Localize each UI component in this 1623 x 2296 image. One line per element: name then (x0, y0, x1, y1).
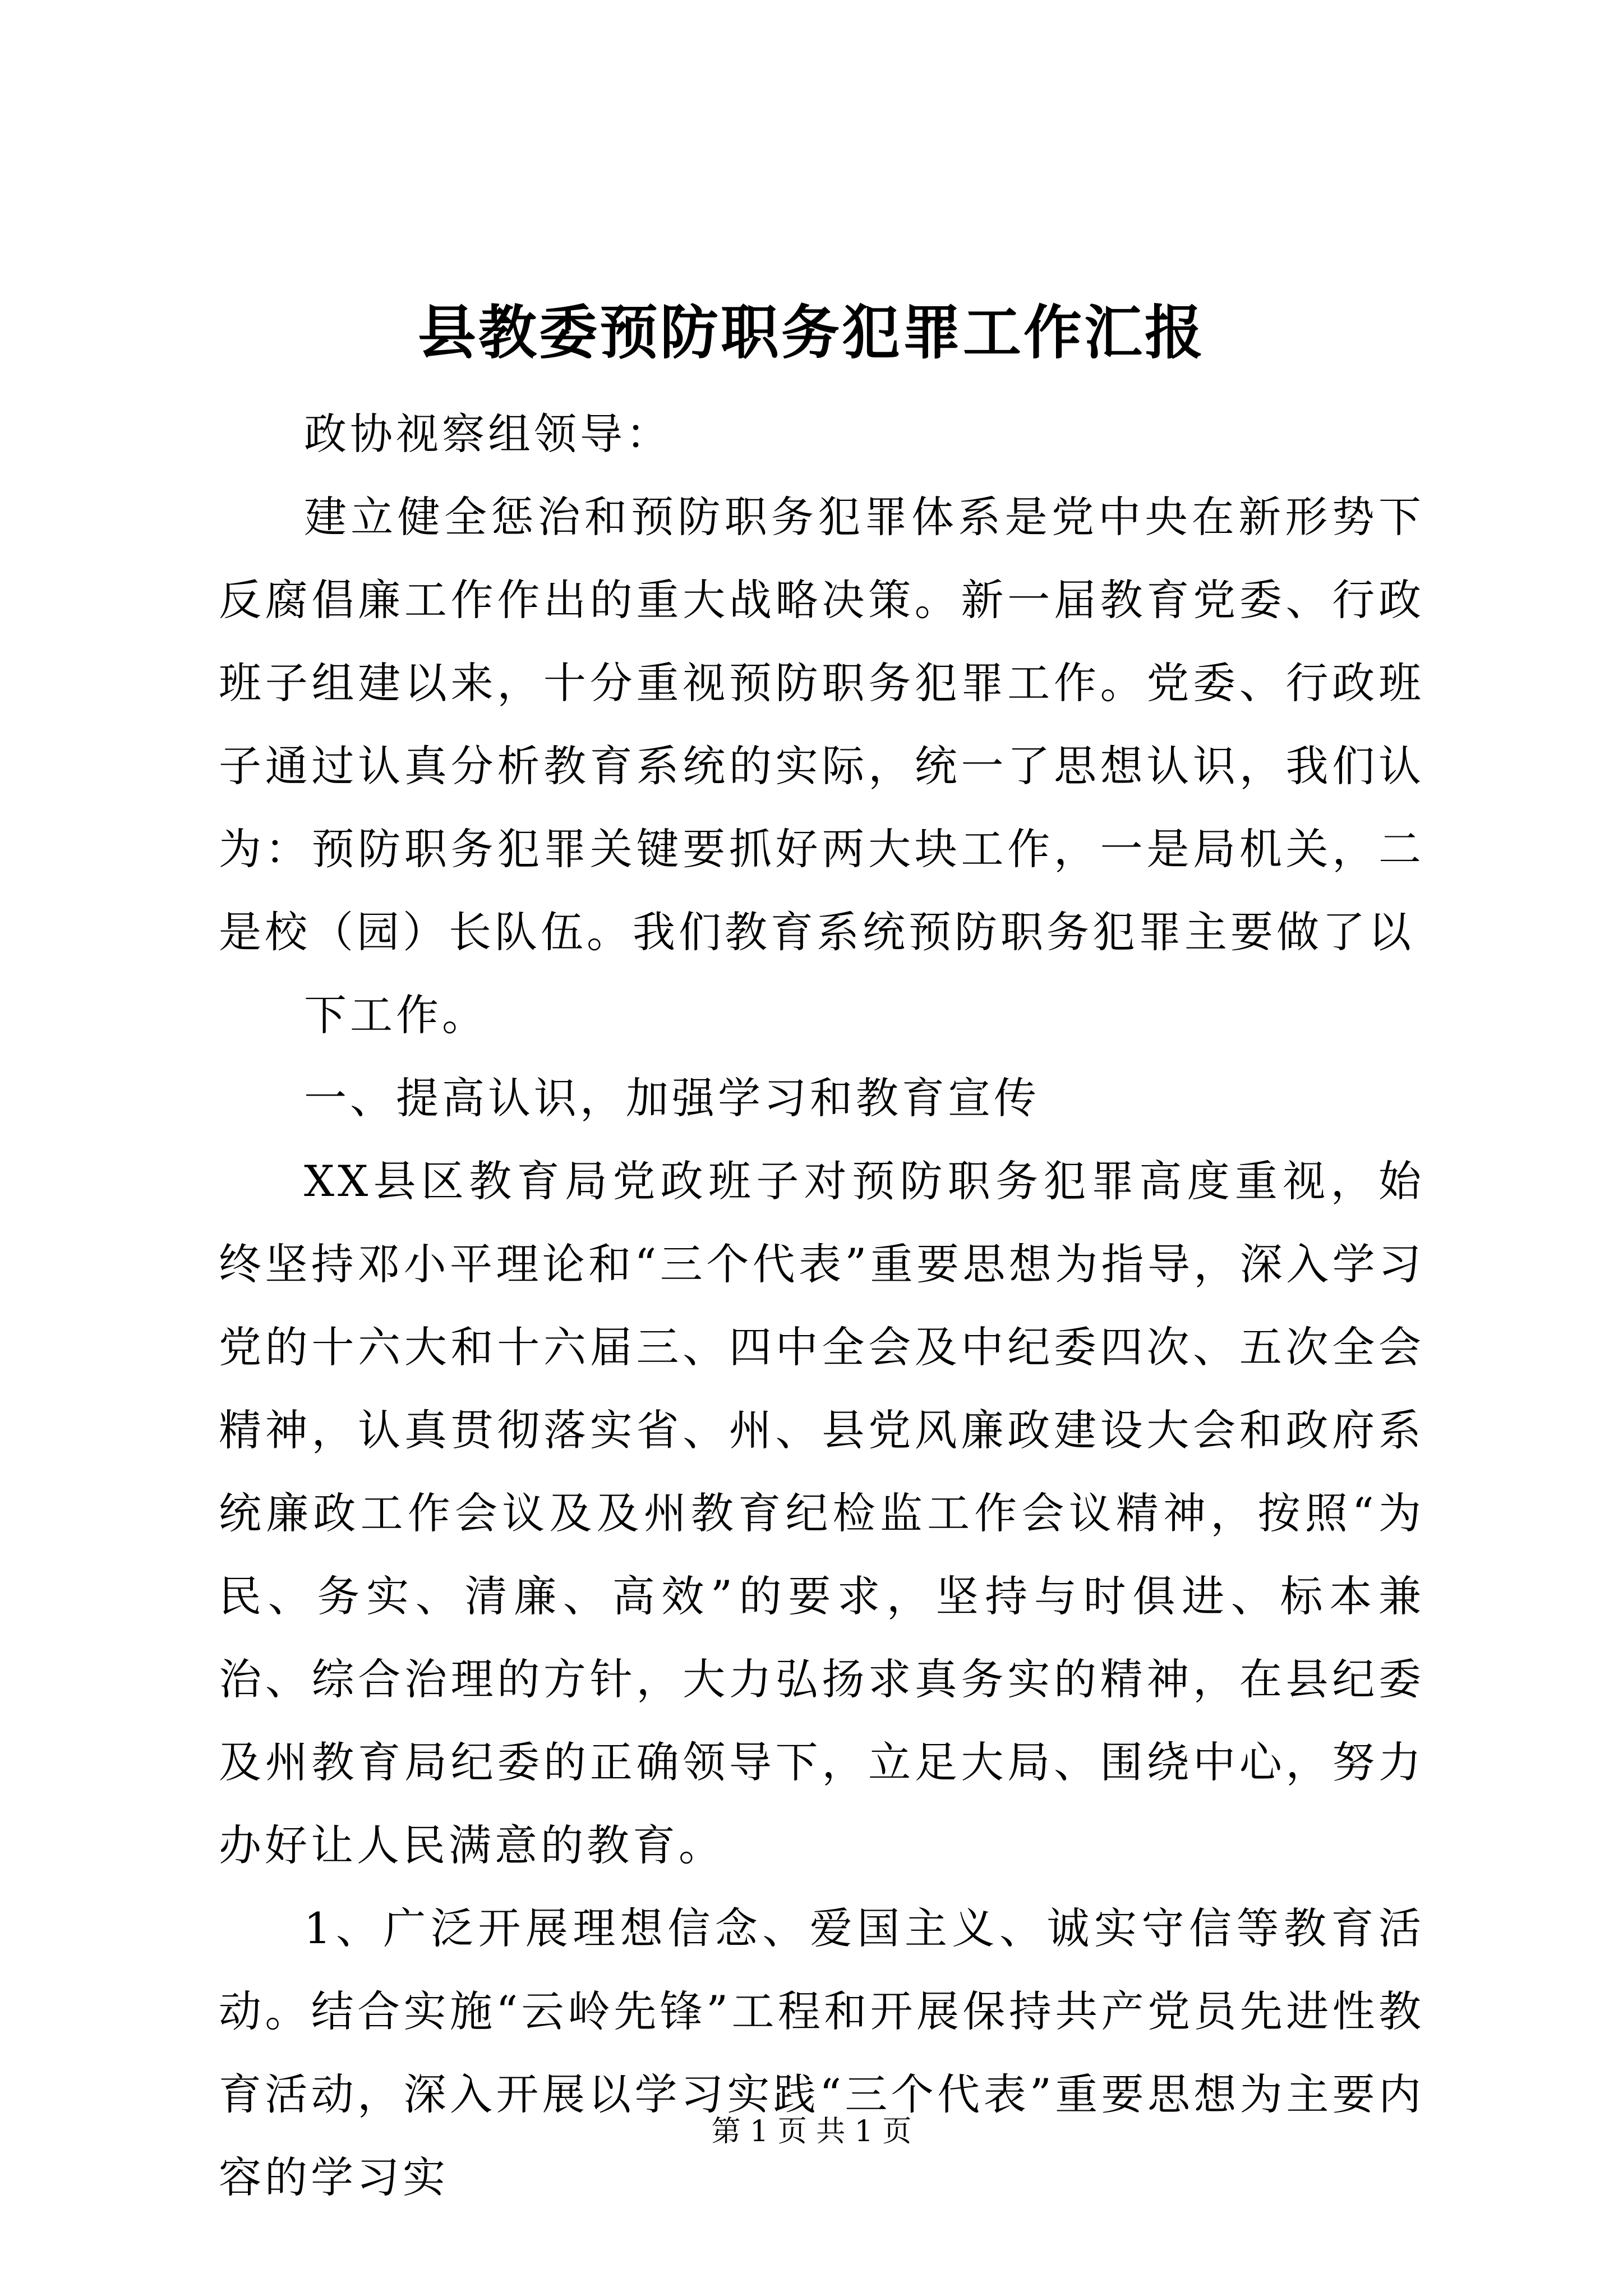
paragraph-item-1: 1、广泛开展理想信念、爱国主义、诚实守信等教育活动。结合实施“云岭先锋”工程和开展保持共产党员先进性教育活动，深入开展以学习实践“三个代表”重要思想为主要内容的学习实 (219, 1903, 1424, 2202)
paragraph-salutation: 政协视察组领导： (304, 409, 672, 459)
document-title: 县教委预防职务犯罪工作汇报 (417, 298, 1205, 367)
section-heading-1: 一、提高认识，加强学习和教育宣传 (304, 1073, 1040, 1123)
page-footer: 第 1 页 共 1 页 (711, 2115, 912, 2148)
paragraph-section-1: XX县区教育局党政班子对预防职务犯罪高度重视，始终坚持邓小平理论和“三个代表”重要思想为指导，深入学习党的十六大和十六届三、四中全会及中纪委四次、五次全会精神，认真贯彻落实省、州、县党风廉政建设大会和政府系统廉政工作会议及及州教育纪检监工作会议精神，按照“为民、务实、清廉、高效”的要求，坚持与时俱进、标本兼治、综合治理的方针，大力弘扬求真务实的精神，在县纪委及州教育局纪委的正确领导下，立足大局、围绕中心，努力办好让人民满意的教育。 (219, 1156, 1424, 1870)
paragraph-intro-continued: 下工作。 (304, 990, 488, 1040)
document-body (219, 393, 1424, 2219)
paragraph-intro: 建立健全惩治和预防职务犯罪体系是党中央在新形势下反腐倡廉工作作出的重大战略决策。新一届教育党委、行政班子组建以来，十分重视预防职务犯罪工作。党委、行政班子通过认真分析教育系统的实际，统一了思想认识，我们认为：预防职务犯罪关键要抓好两大块工作，一是局机关，二是校（园）长队伍。我们教育系统预防职务犯罪主要做了以 (219, 492, 1424, 957)
